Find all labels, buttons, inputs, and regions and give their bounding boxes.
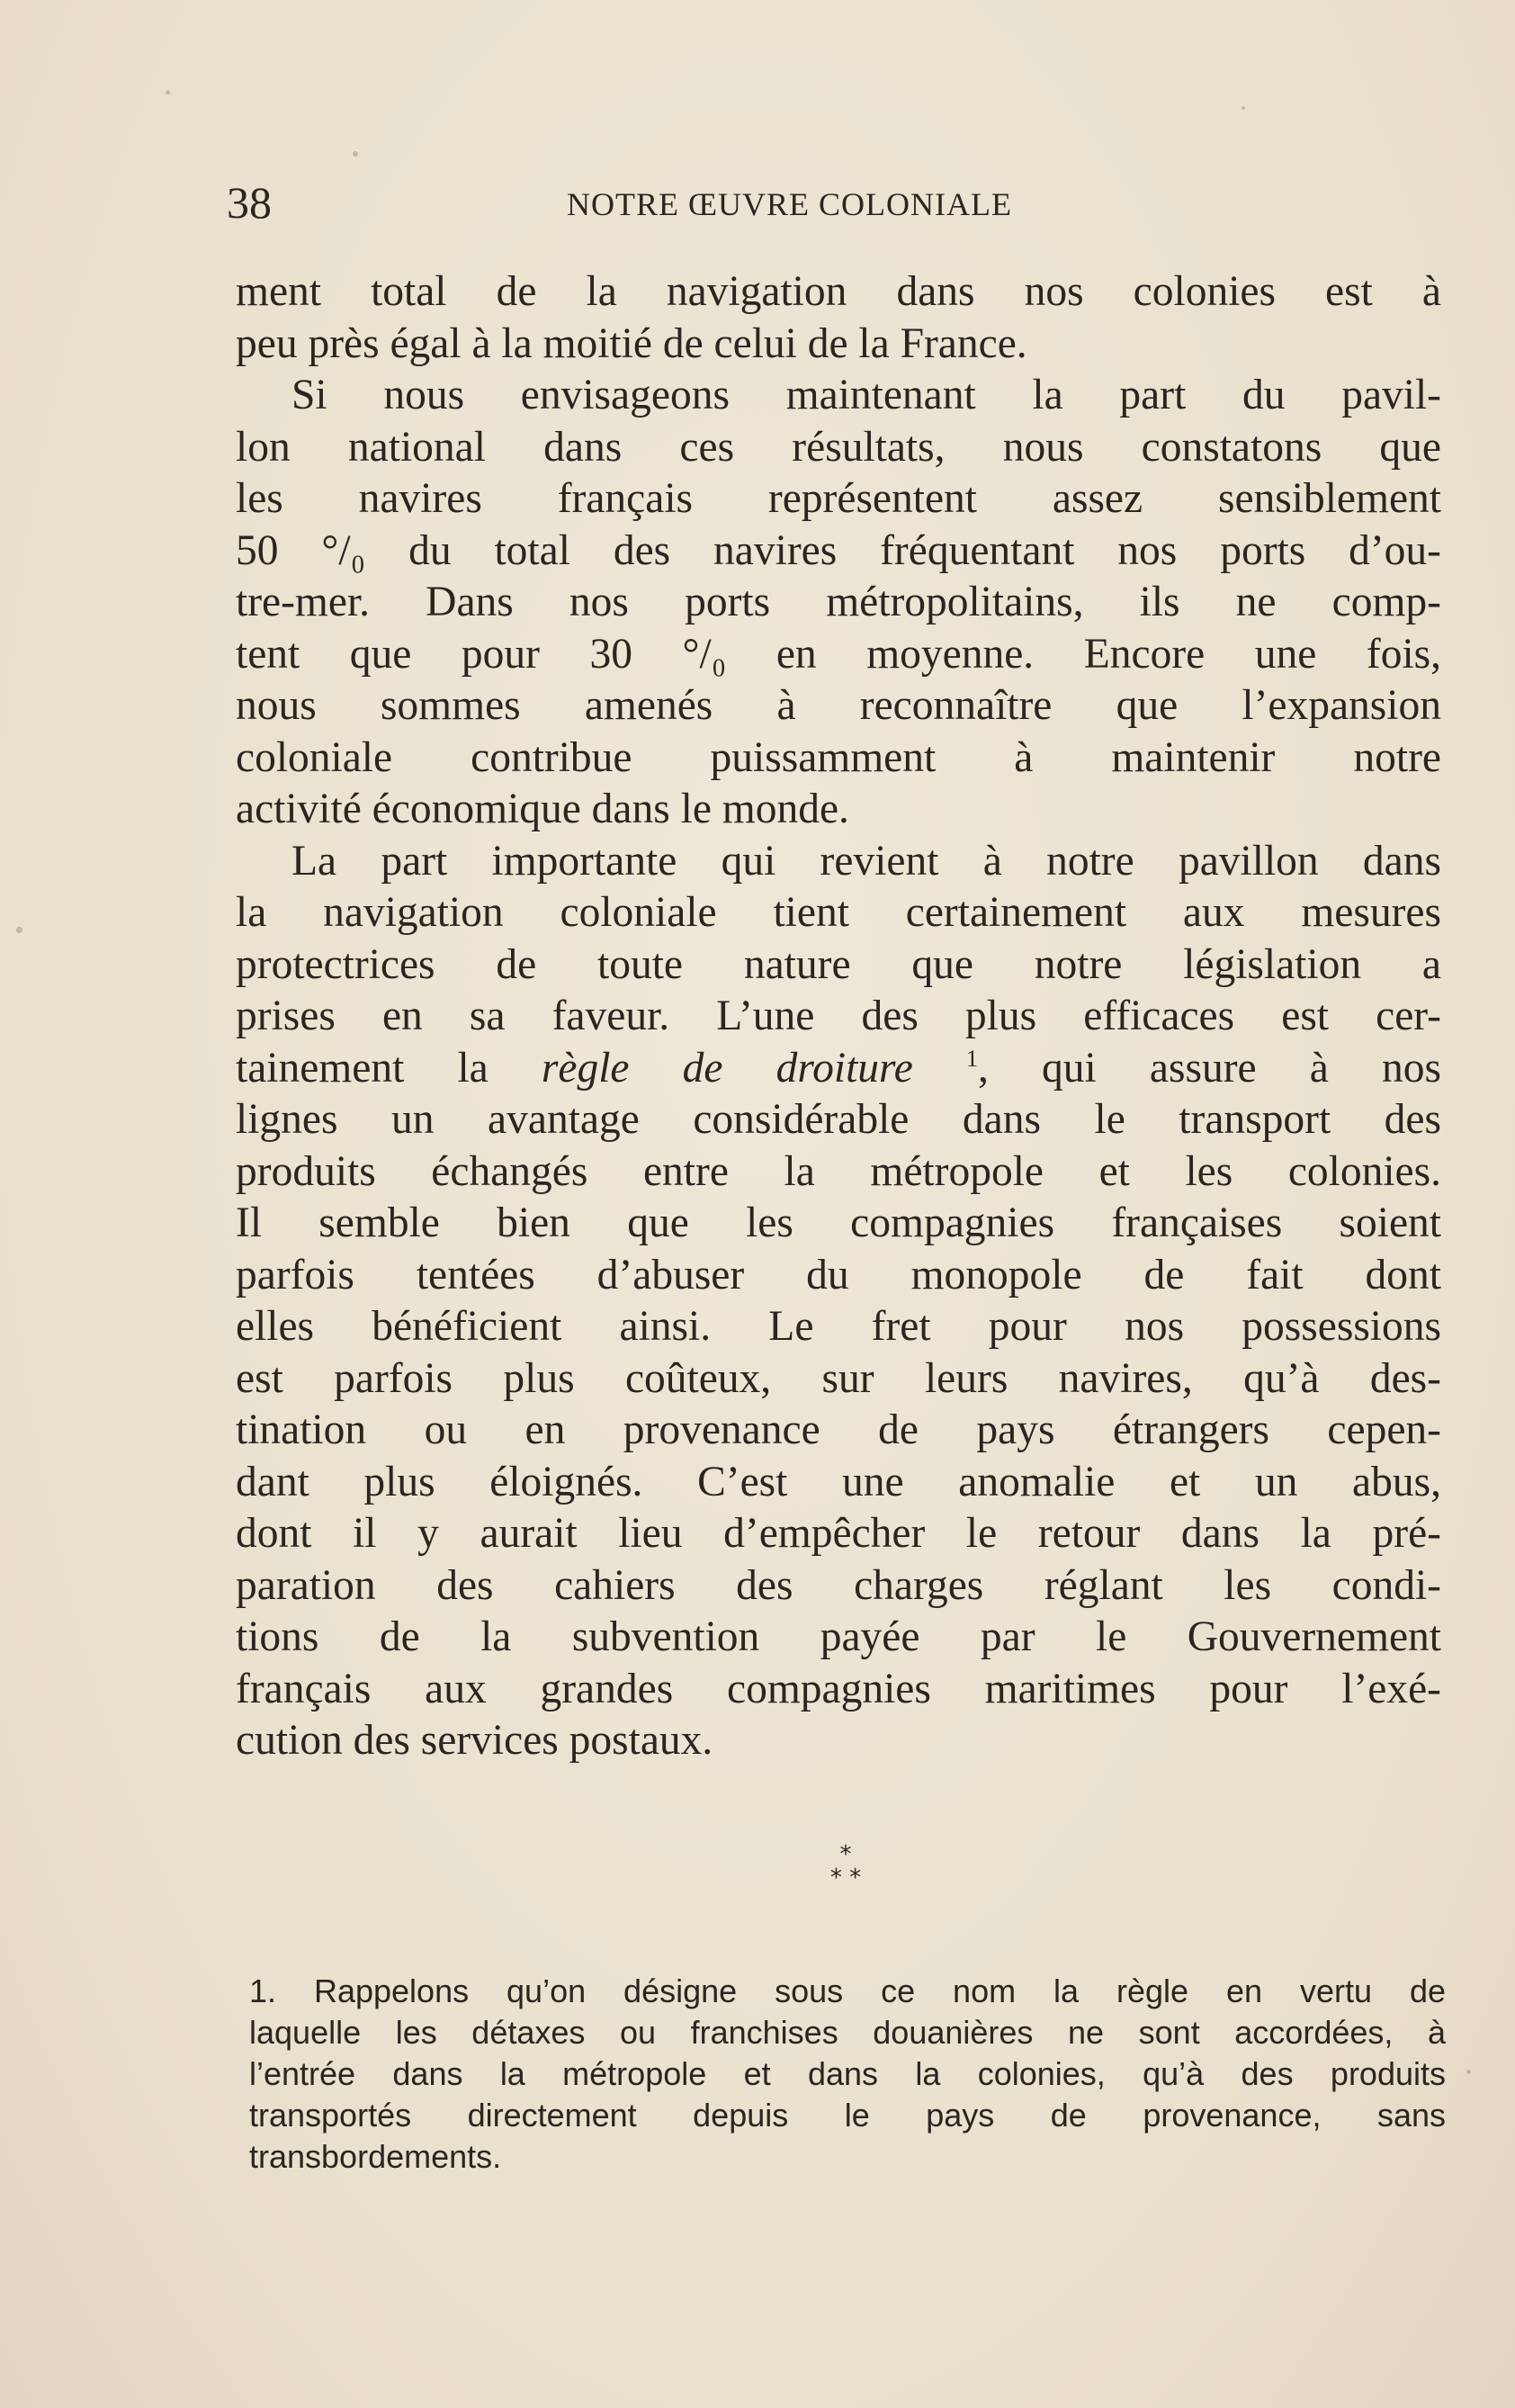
text-line: tent que pour 30 °/₀ en moyenne. Encore une fois,: [236, 630, 1441, 678]
text-line: tre-mer. Dans nos ports métropolitains, ils ne comp-: [236, 579, 1441, 625]
text-line-with-footnote-ref: [236, 1043, 1441, 1095]
text-line: 50 °/₀ du total des navires fréquentant nos ports d’ou-: [236, 526, 1441, 574]
text-line: activité économique dans le monde.: [236, 786, 849, 832]
text-line: tions de la subvention payée par le Gouvernement: [236, 1613, 1441, 1660]
text-line: La part importante qui revient à notre pavillon dans: [291, 837, 1441, 885]
footnote-line: laquelle les détaxes ou franchises douanières ne sont accordées, à: [249, 2014, 1446, 2051]
page-number: 38: [227, 177, 272, 228]
body-text: [236, 266, 1441, 1767]
page-header: [227, 176, 1090, 230]
paper-speck: [353, 151, 358, 157]
asterism-top: *: [839, 1841, 852, 1868]
footnote-line: transbordements.: [249, 2138, 502, 2175]
asterism-bottom: * *: [829, 1864, 862, 1891]
text-segment: tainement la: [236, 1044, 489, 1092]
text-line: peu près égal à la moitié de celui de la France.: [236, 319, 1027, 367]
text-line: lon national dans ces résultats, nous constatons que: [236, 423, 1441, 471]
text-line: dant plus éloignés. C’est une anomalie et un abus,: [236, 1458, 1441, 1505]
section-separator: [810, 1843, 882, 1890]
footnote-line: transportés directement depuis le pays de provenance, sans: [249, 2097, 1446, 2134]
text-line: protectrices de toute nature que notre législation a: [236, 940, 1441, 988]
paper-speck: [1242, 106, 1245, 110]
text-line: est parfois plus coûteux, sur leurs navires, qu’à des-: [236, 1354, 1441, 1402]
text-line: les navires français représentent assez sensiblement: [236, 475, 1441, 522]
text-line: nous sommes amenés à reconnaître que l’expansion: [236, 682, 1441, 729]
text-line: Si nous envisageons maintenant la part du pavil-: [291, 372, 1441, 418]
text-line: prises en sa faveur. L’une des plus efficaces est cer-: [236, 993, 1441, 1039]
text-line: coloniale contribue puissamment à maintenir notre: [236, 733, 1441, 781]
text-line: paration des cahiers des charges réglant les condi-: [236, 1561, 1441, 1609]
paper-speck: [16, 927, 22, 933]
text-line: parfois tentées d’abuser du monopole de fait dont: [236, 1251, 1441, 1298]
text-line: ment total de la navigation dans nos colonies est à: [236, 268, 1441, 315]
text-line: lignes un avantage considérable dans le transport des: [236, 1096, 1441, 1143]
footnote-line: 1. Rappelons qu’on désigne sous ce nom la règle en vertu de: [249, 1972, 1446, 2009]
footnote-line: l’entrée dans la métropole et dans la colonies, qu’à des produits: [249, 2055, 1446, 2092]
text-line: Il semble bien que les compagnies françaises soient: [236, 1200, 1441, 1246]
running-head: NOTRE ŒUVRE COLONIALE: [567, 186, 1012, 222]
paper-speck: [166, 90, 170, 94]
footnote: [249, 1971, 1446, 2178]
paper-speck: [1466, 2070, 1471, 2074]
text-line: dont il y aurait lieu d’empêcher le retour dans la pré-: [236, 1510, 1441, 1557]
text-segment: , qui assure à nos: [978, 1044, 1442, 1092]
text-line: français aux grandes compagnies maritimes pour l’exé-: [236, 1665, 1441, 1712]
footnote-reference[interactable]: 1: [966, 1045, 979, 1072]
text-line: la navigation coloniale tient certainement aux mesures: [236, 889, 1441, 936]
text-line: cution des services postaux.: [236, 1717, 713, 1764]
italic-term: règle de droiture: [541, 1044, 913, 1092]
text-line: elles bénéficient ainsi. Le fret pour nos possessions: [236, 1303, 1441, 1350]
text-line: tination ou en provenance de pays étrangers cepen-: [236, 1406, 1441, 1453]
text-line: produits échangés entre la métropole et les colonies.: [236, 1147, 1441, 1195]
